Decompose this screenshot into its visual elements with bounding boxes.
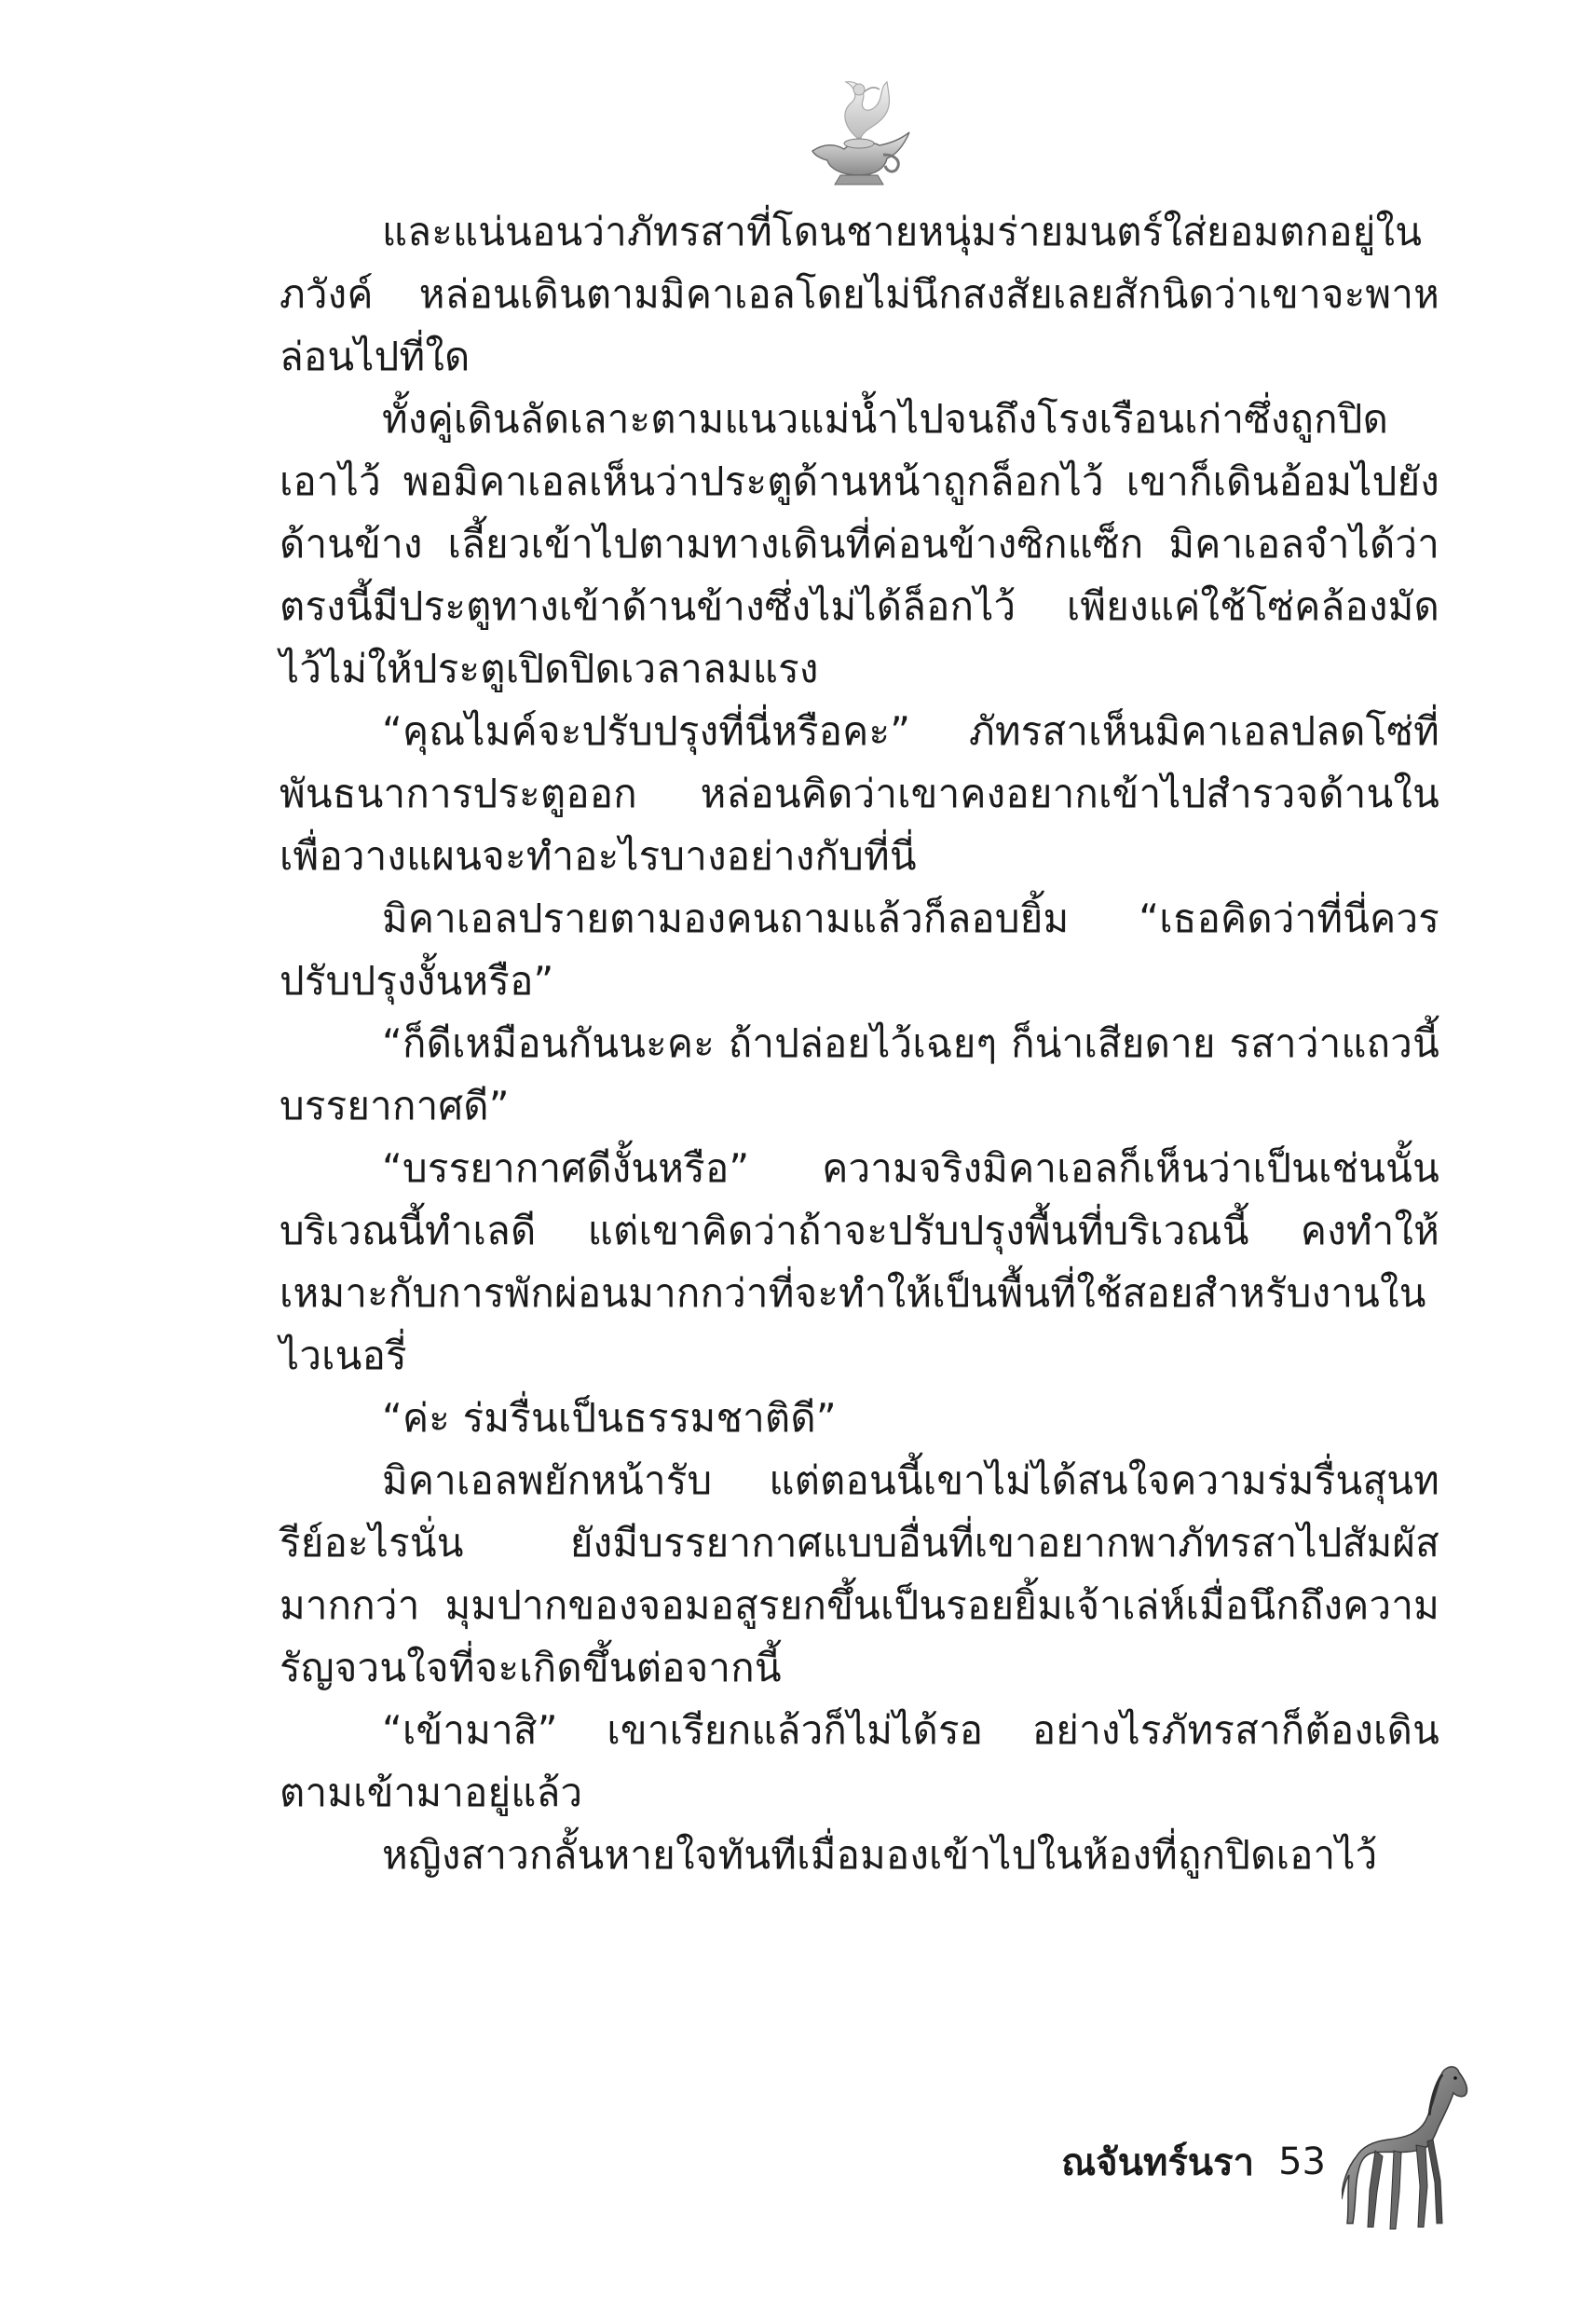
paragraph: “คุณไมค์จะปรับปรุงที่นี่หรือคะ” ภัทรสาเห็นมิคาเอลปลดโซ่ที่พันธนาการประตูออก หล่อนคิดว่าเขาคงอยากเข้าไปสำรวจด้านในเพื่อวางแผนจะทำอะไรบางอย่างกับที่นี่ (280, 708, 1439, 879)
magic-lamp-icon (803, 65, 915, 191)
paragraph: หญิงสาวกลั้นหายใจทันทีเมื่อมองเข้าไปในห้องที่ถูกปิดเอาไว้ (382, 1832, 1378, 1878)
page-footer (1061, 2134, 1326, 2190)
page-number: 53 (1278, 2140, 1326, 2183)
body-text (280, 200, 1439, 1886)
author-name: ณจันทร์นรา (1061, 2141, 1255, 2184)
paragraph: “ก็ดีเหมือนกันนะคะ ถ้าปล่อยไว้เฉยๆ ก็น่าเสียดาย รสาว่าแถวนี้บรรยากาศดี” (280, 1020, 1439, 1128)
paragraph: “บรรยากาศดีงั้นหรือ” ความจริงมิคาเอลก็เห็นว่าเป็นเช่นนั้น บริเวณนี้ทำเลดี แต่เขาคิดว่าถ้าจะปรับปรุงพื้นที่บริเวณนี้ คงทำให้เหมาะกับการพักผ่อนมากกว่าที่จะทำให้เป็นพื้นที่ใช้สอยสำหรับงานในไวเนอรี่ (280, 1145, 1439, 1378)
paragraph: และแน่นอนว่าภัทรสาที่โดนชายหนุ่มร่ายมนตร์ใส่ยอมตกอยู่ในภวังค์ หล่อนเดินตามมิคาเอลโดยไม่นึกสงสัยเลยสักนิดว่าเขาจะพาหล่อนไปที่ใด (280, 209, 1439, 379)
paragraph: “เข้ามาสิ” เขาเรียกแล้วก็ไม่ได้รอ อย่างไรภัทรสาก็ต้องเดินตามเข้ามาอยู่แล้ว (280, 1707, 1439, 1815)
paragraph: “ค่ะ ร่มรื่นเป็นธรรมชาติดี” (382, 1395, 837, 1441)
paragraph: มิคาเอลปรายตามองคนถามแล้วก็ลอบยิ้ม “เธอคิดว่าที่นี่ควรปรับปรุงงั้นหรือ” (280, 896, 1439, 1004)
paragraph: มิคาเอลพยักหน้ารับ แต่ตอนนี้เขาไม่ได้สนใจความร่มรื่นสุนทรีย์อะไรนั่น ยังมีบรรยากาศแบบอื่นที่เขาอยากพาภัทรสาไปสัมผัสมากกว่า มุมปากของจอมอสูรยกขึ้นเป็นรอยยิ้มเจ้าเล่ห์เมื่อนึกถึงความรัญจวนใจที่จะเกิดขึ้นต่อจากนี้ (280, 1457, 1439, 1690)
paragraph: ทั้งคู่เดินลัดเลาะตามแนวแม่น้ำไปจนถึงโรงเรือนเก่าซึ่งถูกปิดเอาไว้ พอมิคาเอลเห็นว่าประตูด้านหน้าถูกล็อกไว้ เขาก็เดินอ้อมไปยังด้านข้าง เลี้ยวเข้าไปตามทางเดินที่ค่อนข้างซิกแซ็ก มิคาเอลจำได้ว่าตรงนี้มีประตูทางเข้าด้านข้างซึ่งไม่ได้ล็อกไว้ เพียงแค่ใช้โซ่คล้องมัดไว้ไม่ให้ประตูเปิดปิดเวลาลมแรง (280, 396, 1439, 691)
horse-icon (1342, 2059, 1481, 2236)
